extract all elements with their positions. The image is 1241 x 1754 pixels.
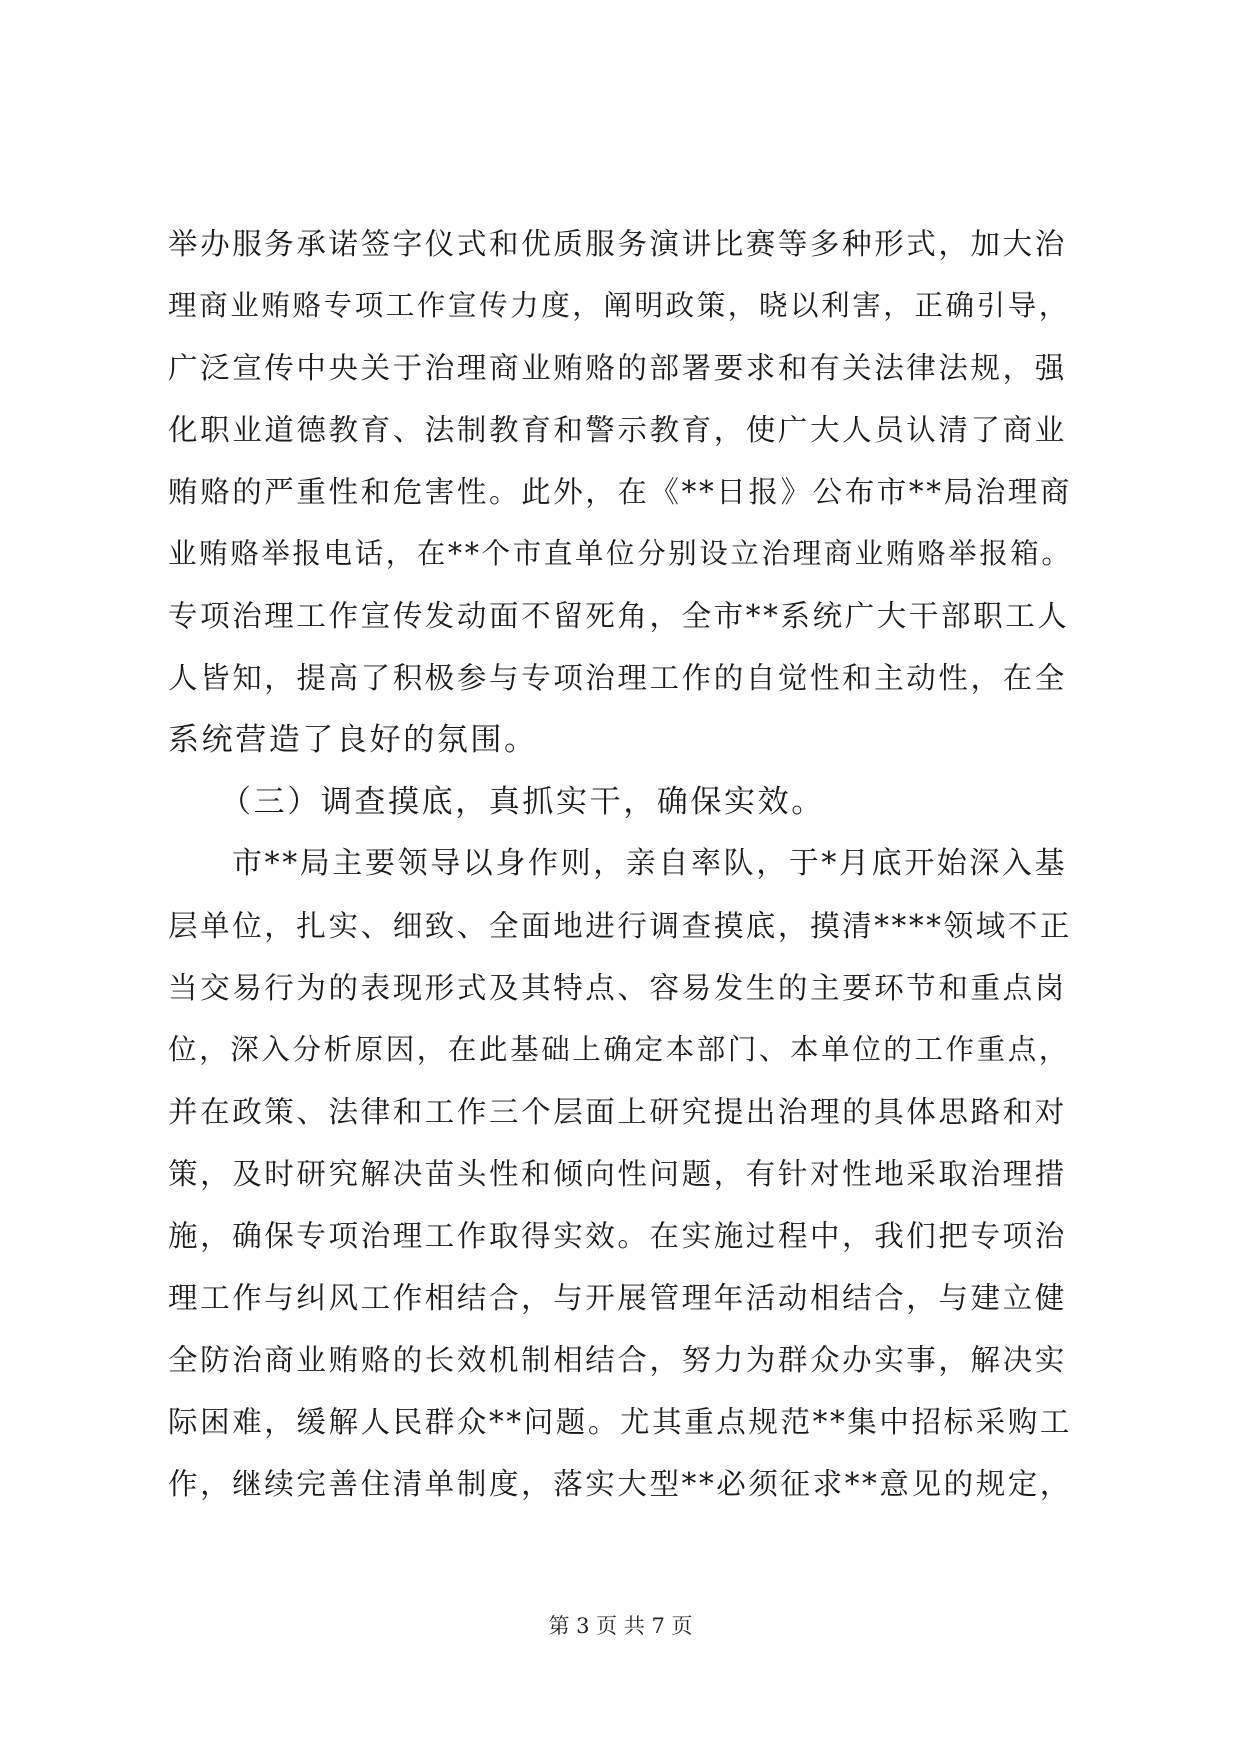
text-line: 化职业道德教育、法制教育和警示教育，使广大人员认清了商业: [168, 413, 1067, 447]
text-line: 贿赂的严重性和危害性。此外，在《**日报》公布市**局治理商: [168, 475, 1073, 509]
section-heading: （三）调查摸底，真抓实干，确保实效。: [220, 784, 825, 820]
text-line: 举办服务承诺签字仪式和优质服务演讲比赛等多种形式，加大治: [168, 227, 1067, 261]
text-line: 全防治商业贿赂的长效机制相结合，努力为群众办实事，解决实: [168, 1343, 1067, 1377]
paragraph-first-line: 市**局主要领导以身作则，亲自率队，于*月底开始深入基: [232, 846, 1068, 881]
page-number-footer: 第 3 页 共 7 页: [548, 1614, 693, 1638]
text-line: 位，深入分析原因，在此基础上确定本部门、本单位的工作重点，: [168, 1033, 1070, 1066]
document-body: [168, 226, 1073, 1528]
text-line: 作，继续完善住清单制度，落实大型**必须征求**意见的规定，: [168, 1467, 1073, 1501]
text-line: 理商业贿赂专项工作宣传力度，阐明政策，晓以利害，正确引导，: [168, 289, 1070, 322]
text-line: 并在政策、法律和工作三个层面上研究提出治理的具体思路和对: [168, 1095, 1067, 1129]
text-line: 际困难，缓解人民群众**问题。尤其重点规范**集中招标采购工: [168, 1405, 1073, 1439]
text-line: 系统营造了良好的氛围。: [168, 722, 538, 758]
text-line: 策，及时研究解决苗头性和倾向性问题，有针对性地采取治理措: [168, 1157, 1067, 1191]
text-line: 专项治理工作宣传发动面不留死角，全市**系统广大干部职工人: [168, 599, 1070, 633]
text-line: 广泛宣传中央关于治理商业贿赂的部署要求和有关法律法规，强: [168, 351, 1067, 385]
text-line: 施，确保专项治理工作取得实效。在实施过程中，我们把专项治: [168, 1219, 1067, 1253]
text-line: 理工作与纠风工作相结合，与开展管理年活动相结合，与建立健: [168, 1281, 1067, 1315]
text-line: 人皆知，提高了积极参与专项治理工作的自觉性和主动性，在全: [168, 661, 1067, 695]
text-line: 业贿赂举报电话，在**个市直单位分别设立治理商业贿赂举报箱。: [168, 537, 1073, 570]
text-line: 层单位，扎实、细致、全面地进行调查摸底，摸清****领域不正: [168, 909, 1073, 943]
text-line: 当交易行为的表现形式及其特点、容易发生的主要环节和重点岗: [168, 971, 1067, 1005]
